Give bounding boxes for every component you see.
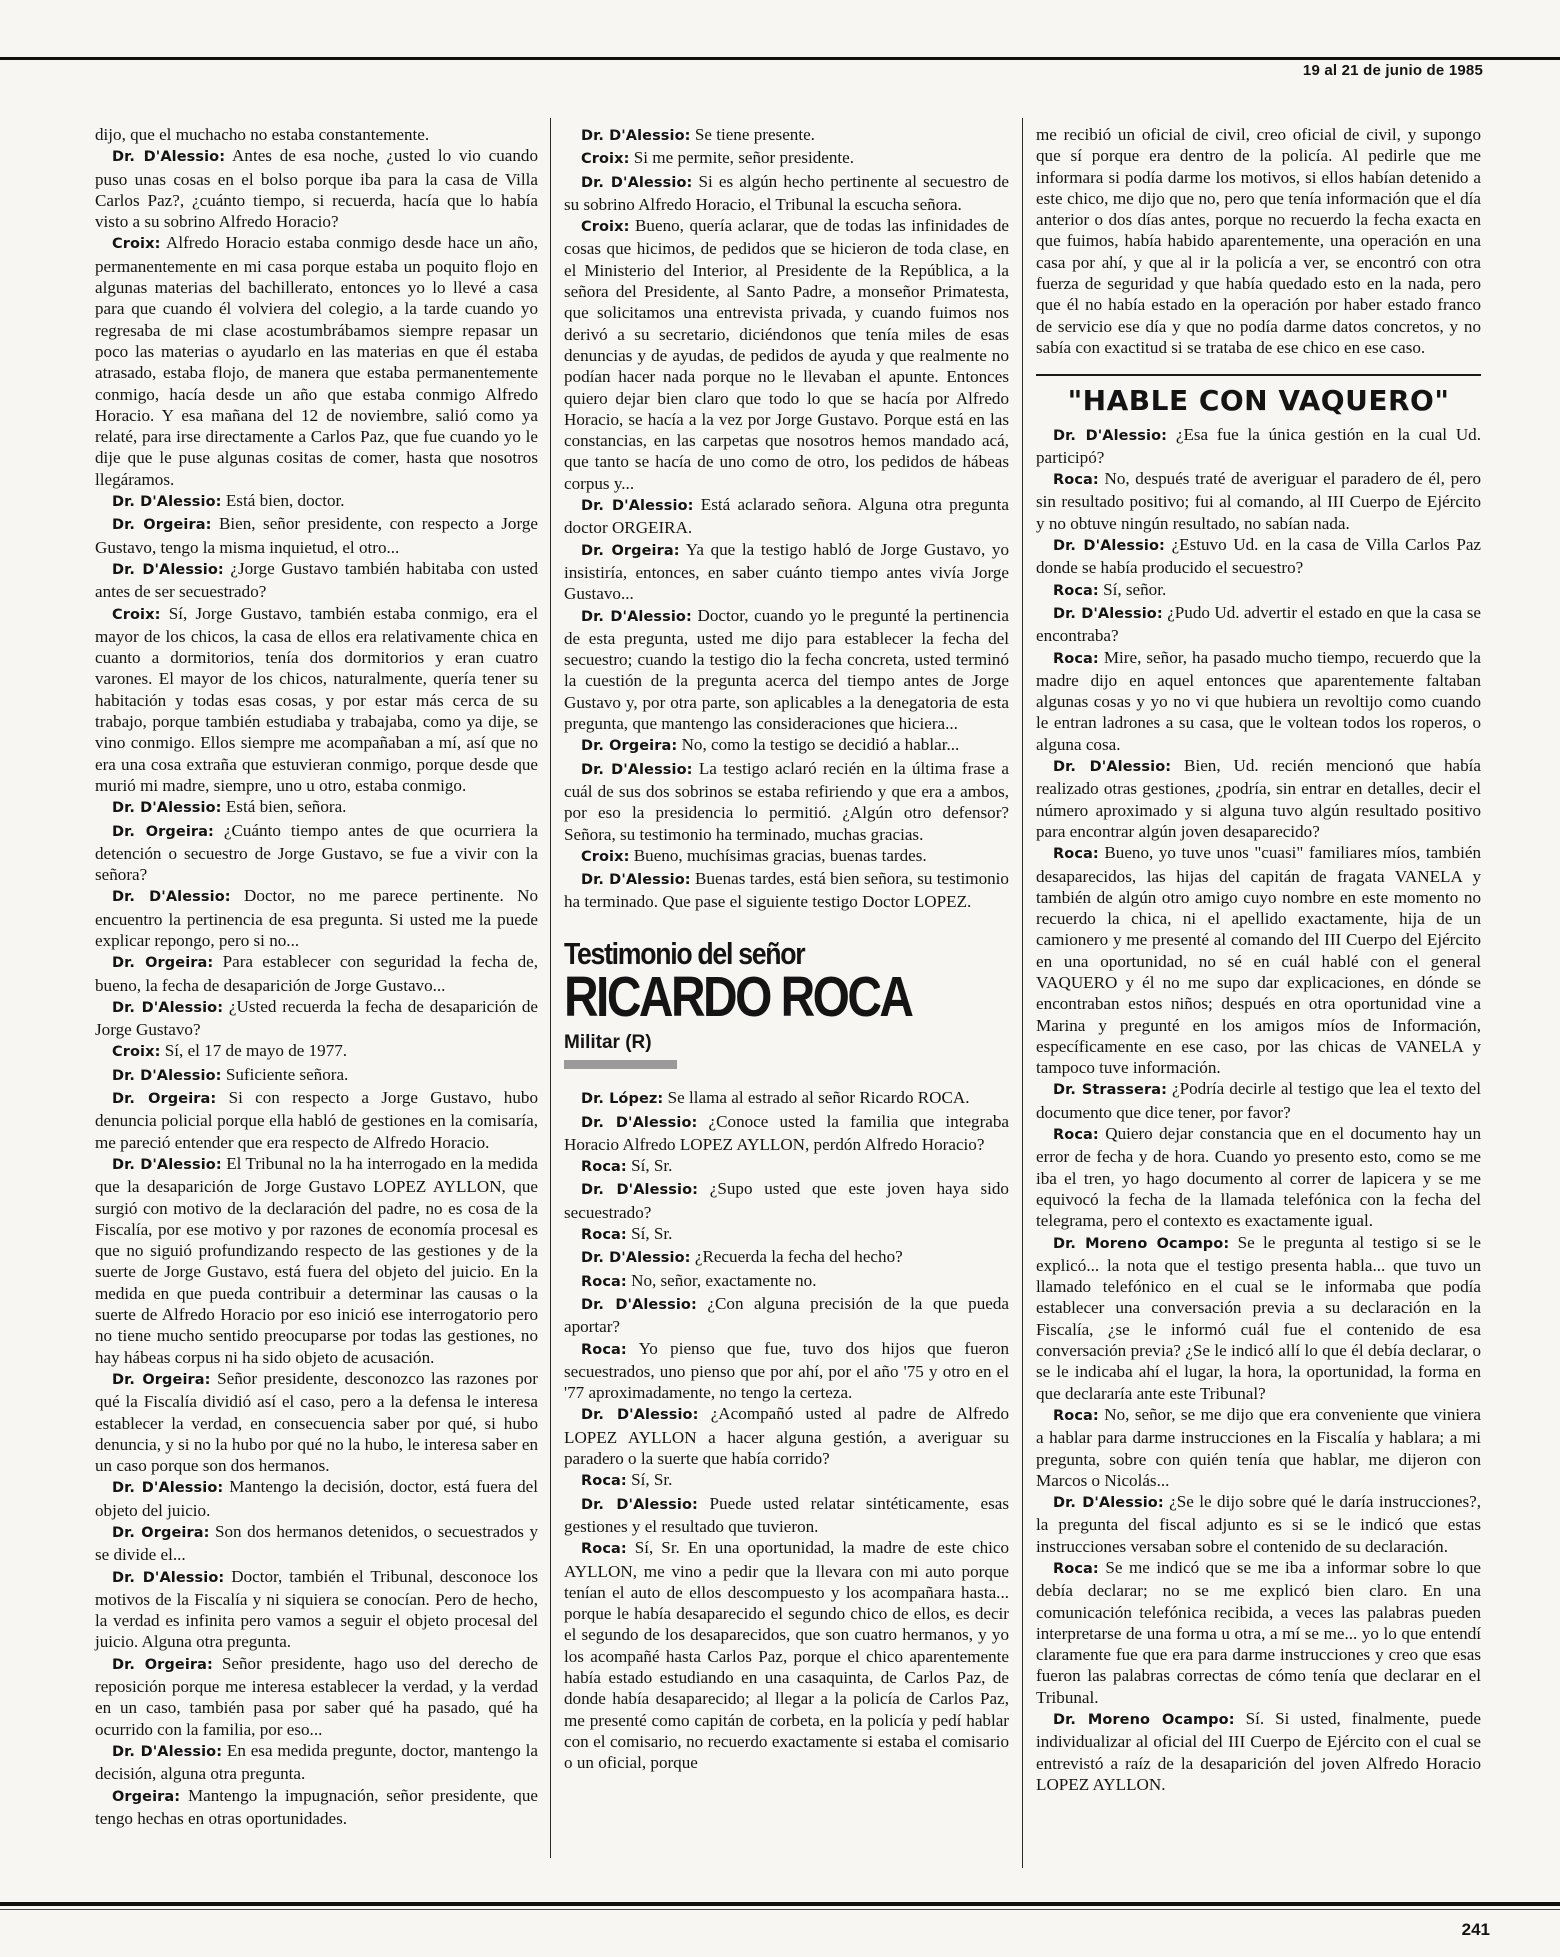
transcript-roca-cont [1036,124,1481,358]
speaker-label: Roca: [1053,846,1099,863]
speech-text: Sí, Sr. En una oportunidad, la madre de este chico AYLLON, me vino a pedir que la llevara con mi auto porque tenían el auto de ellos descompuesto y los acompañara hasta... porque le había desaparecido el segundo chico de ellos, es decir el segundo de los desaparecidos, que son cuatro hermanos, y yo los acompañé hasta Carlos Paz, porque el chico aparentemente había estado estudiando en una casaquinta, de Carlos Paz, de donde había desaparecido; al llegar a la policía de Carlos Paz, me presenté como capitán de corbeta, en la policía y pedí hablar con el comisario, no recuerdo exactamente si estaba el comisario o un oficial, porque [564,1538,1009,1773]
speech-text: Mantengo la decisión, doctor, está fuera del objeto del juicio. [95,1477,538,1520]
speech-text: Sí, señor. [1103,579,1167,599]
transcript-paragraph [564,215,1009,494]
speaker-label: Dr. D'Alessio: [112,561,224,578]
transcript-paragraph [95,1368,538,1476]
transcript-paragraph [1036,1708,1481,1795]
speech-text: Se me indicó que se me iba a informar sobre lo que debía declarar; no se me explicó bien claro. En una comunicación telefónica recibida, a veces las palabras pueden interpretarse de una forma u otra, a mí se me... yo lo que entendí claramente fue que era para darme instrucciones y creo que esas fueron las palabras correctas de cómo tenía que declarar en el Tribunal. [1036,1558,1481,1707]
speaker-label: Dr. D'Alessio: [112,494,222,511]
speech-text: Está aclarado señora. Alguna otra pregunta doctor ORGEIRA. [564,495,1009,538]
speaker-label: Dr. D'Alessio: [581,174,693,191]
transcript-paragraph [564,1087,1009,1110]
transcript-paragraph [1036,124,1481,358]
speaker-label: Dr. Orgeira: [112,517,212,534]
transcript-paragraph [564,1293,1009,1338]
speech-text: No, después traté de averiguar el paradero de él, pero sin resultado positivo; fui al comando, al III Cuerpo de Ejército y no obtuve ningún resultado, no sabían nada. [1036,469,1481,533]
speech-text: ¿Cuánto tiempo antes de que ocurriera la detención o secuestro de Jorge Gustavo, se fue a vivir con la señora? [95,820,538,885]
speaker-label: Dr. D'Alessio: [581,872,691,889]
testimony-kicker: Testimonio del señor [564,935,805,971]
speech-text: Se le pregunta al testigo si se le explicó... la nota que el testigo presenta habla... que tuvo un llamado telefónico en el cual se le informaba que podía establecer una conversación previa a su declaración en la Fiscalía, ¿se le informó cuál fue el contenido de esa conversación previa? ¿Se le indicó allí lo que él debía declarar, o se le indicaba ahí el lugar, la hora, la oportunidad, la forma en que declararía ante este Tribunal? [1036,1232,1481,1403]
speech-text: dijo, que el muchacho no estaba constantemente. [95,125,430,144]
section-rule [1036,374,1481,376]
transcript-paragraph [1036,755,1481,842]
speaker-label: Croix: [112,236,161,253]
issue-date: 19 al 21 de junio de 1985 [1302,62,1483,79]
speech-text: ¿Supo usted que este joven haya sido secuestrado? [564,1179,1009,1222]
heading-bar [564,1060,677,1069]
transcript-paragraph [1036,579,1481,602]
transcript-paragraph [1036,1557,1481,1708]
speaker-label: Dr. Orgeira: [112,1371,211,1388]
speech-text: Son dos hermanos detenidos, o secuestrados y se divide el... [95,1522,538,1565]
speaker-label: Dr. D'Alessio: [581,761,693,778]
speaker-label: Croix: [581,151,630,168]
speaker-label: Dr. Orgeira: [581,738,678,755]
transcript-paragraph [564,1338,1009,1404]
speech-text: Doctor, cuando yo le pregunté la pertinencia de esta pregunta, usted me dijo para establecer la fecha del secuestro; cuando la testigo dio la fecha concreta, usted terminó la cuestión de la pregunta acerca del tiempo antes de Jorge Gustavo y, por otra parte, son aplicables a la denegatoria de esta pregunta, que mantengo las consideraciones que hiciera... [564,605,1010,734]
speech-text: Sí, Sr. [631,1470,673,1490]
speech-text: Puede usted relatar sintéticamente, esas gestiones y el resultado que tuvieron. [564,1493,1009,1536]
speech-text: Si es algún hecho pertinente al secuestro de su sobrino Alfredo Horacio, el Tribunal la escucha señora. [564,171,1009,214]
speaker-label: Dr. Strassera: [1053,1082,1167,1099]
speech-text: Se tiene presente. [694,125,815,144]
transcript-paragraph [95,1153,538,1368]
transcript-paragraph [95,1653,538,1740]
speaker-label: Roca: [1053,472,1099,489]
speech-text: Está bien, doctor. [225,491,345,511]
speaker-label: Roca: [1053,1561,1099,1577]
transcript-paragraph [1036,424,1481,469]
testimony-heading [564,935,1009,1070]
bottom-rule-thin [0,1909,1560,1910]
speaker-label: Dr. D'Alessio: [112,1743,223,1760]
speech-text: ¿Jorge Gustavo también habitaba con usted antes de ser secuestrado? [95,558,538,602]
transcript-croix-end [564,124,1009,913]
speech-text: Señor presidente, desconozco las razones por qué la Fiscalía dividió así el caso, pero a la defensa le interesa establecer la verdad, en consecuencia saber por qué, si hubo denuncia, y si no la hubo por qué no la hubo, le interesa saber en un caso porque son dos hermanos. [95,1368,538,1476]
transcript-paragraph [95,820,538,886]
speech-text: Se llama al estrado al señor Ricardo ROCA. [667,1088,970,1108]
transcript-paragraph [564,124,1009,147]
speech-text: Antes de esa noche, ¿usted lo vio cuando puso unas cosas en el bolso porque iba para la casa de Villa Carlos Paz?, ¿cuánto tiempo, si recuerda, hacía que lo había visto a su sobrino Alfredo Horacio? [95,146,538,232]
speaker-label: Roca: [581,1541,627,1558]
transcript-paragraph [95,996,538,1041]
speech-text: ¿Esa fue la única gestión en la cual Ud. participó? [1036,424,1481,467]
speaker-label: Dr. López: [581,1091,664,1108]
speaker-label: Dr. Orgeira: [112,1091,217,1108]
speaker-label: Dr. D'Alessio: [112,999,224,1016]
speech-text: ¿Estuvo Ud. en la casa de Villa Carlos Paz donde se había producido el secuestro? [1036,535,1482,578]
speaker-label: Roca: [581,1473,627,1490]
transcript-paragraph [1036,602,1481,647]
speaker-label: Dr. D'Alessio: [581,1296,697,1313]
speech-text: El Tribunal no la ha interrogado en la medida que la desaparición de Jorge Gustavo LOPEZ AYLLON, que surgió con motivo de la declaración del padre, no es cosa de la Fiscalía, por ese motivo y por razones de economía procesal es que no siguió profundizando respecto de las gestiones y de la suerte de Jorge Gustavo, está fuera del objeto del juicio. En la medida en que pueda contribuir a determinar las causas o la suerte de Alfredo Horacio por eso inició ese interrogatorio pero no tiene mucho sentido preocuparse por todas las gestiones, no hay hábeas corpus ni ha sido objeto de acusación. [95,1153,539,1367]
transcript-paragraph [564,1223,1009,1246]
top-rule [0,57,1560,60]
speaker-label: Roca: [581,1273,627,1290]
transcript-paragraph [95,885,538,951]
transcript-paragraph [564,845,1009,868]
transcript-paragraph [1036,468,1481,534]
speaker-label: Dr. D'Alessio: [112,889,231,906]
bottom-rule [0,1902,1560,1906]
speech-text: Buenas tardes, está bien señora, su testimonio ha terminado. Que pase el siguiente testigo Doctor LOPEZ. [564,869,1009,912]
speaker-label: Croix: [112,1044,161,1061]
speech-text: No, señor, se me dijo que era conveniente que viniera a hablar para darme instrucciones en la Fiscalía y hablara; a mi pregunta, sobre con quién tenía que hablar, me dijeron con Marcos o Nicolás... [1036,1404,1481,1490]
speaker-label: Roca: [1053,582,1099,599]
speech-text: ¿Podría decirle al testigo que lea el texto del documento que dice tener, por favor? [1036,1079,1481,1122]
speech-text: La testigo aclaró recién en la última frase a cuál de sus dos sobrinos se estaba refiriendo y que era a ambos, por eso la presidencia lo permitió. ¿Algún otro defensor? Señora, su testimonio ha terminado, muchas gracias. [564,758,1009,844]
transcript-paragraph [564,1155,1009,1178]
speaker-label: Dr. D'Alessio: [112,1067,222,1084]
speaker-label: Roca: [1053,1127,1099,1144]
transcript-paragraph [95,603,538,797]
speaker-label: Dr. D'Alessio: [112,1480,224,1497]
speaker-label: Dr. Orgeira: [112,1525,210,1541]
text-column-3 [1036,124,1481,1795]
speech-text: Si con respecto a Jorge Gustavo, hubo denuncia policial porque ella habló de gestiones en la comisaría, me pareció entender que era respecto de Alfredo Horacio. [95,1088,538,1152]
speech-text: ¿Con alguna precisión de la que pueda aportar? [564,1293,1009,1337]
page-number: 241 [1461,1920,1490,1939]
transcript-paragraph [95,124,538,145]
speech-text: En esa medida pregunte, doctor, mantengo la decisión, alguna otra pregunta. [95,1740,538,1784]
speech-text: No, señor, exactamente no. [631,1270,817,1290]
witness-rank: Militar (R) [564,1031,652,1053]
speech-text: Bien, señor presidente, con respecto a Jorge Gustavo, tengo la misma inquietud, el otro... [95,514,538,557]
speech-text: Bueno, muchísimas gracias, buenas tardes. [633,845,927,865]
transcript-paragraph [95,1064,538,1087]
transcript-paragraph [1036,534,1481,579]
speaker-label: Dr. D'Alessio: [581,1250,691,1267]
speech-text: Bueno, yo tuve unos "cuasi" familiares míos, también desaparecidos, las hijas del capitán de fragata VANELA y también de algún otro amigo cuyo nombre en este momento no recuerdo la chica, ni el apellido exactamente, hija de un camionero y me presenté al comando del III Cuerpo del Ejército en una oportunidad, no sé en cuál hablé con el general VAQUERO y él no me supo dar explicaciones, en dónde se encontraban estos niños; después en otra oportunidad vine a Marina y pregunté en los amigos míos de Información, específicamente en ese caso, por las chicas de VANELA y tampoco tuve información. [1036,843,1481,1078]
column-divider [1022,118,1023,1868]
transcript-roca-start [564,1087,1009,1773]
speech-text: ¿Pudo Ud. advertir el estado en que la casa se encontraba? [1036,602,1481,646]
speaker-label: Dr. D'Alessio: [581,1407,699,1424]
transcript-paragraph [95,1566,538,1653]
transcript-paragraph [1036,1404,1481,1491]
speaker-label: Dr. D'Alessio: [581,1114,698,1131]
text-column-1 [95,124,538,1829]
speaker-label: Croix: [112,606,161,623]
speech-text: Doctor, también el Tribunal, desconoce los motivos de la Fiscalía y ni siquiera se conocían. Pero de hecho, la verdad es infinita pero vamos a seguir el objeto procesal del juicio. Alguna otra pregunta. [95,1566,538,1652]
speaker-label: Roca: [581,1227,627,1244]
transcript-paragraph [564,147,1009,170]
transcript-paragraph [564,1493,1009,1538]
speaker-label: Dr. D'Alessio: [1053,759,1172,776]
speaker-label: Dr. Orgeira: [581,542,680,559]
transcript-paragraph [564,171,1009,216]
speaker-label: Roca: [581,1159,627,1176]
speaker-label: Dr. D'Alessio: [112,149,226,166]
speaker-label: Dr. D'Alessio: [112,1569,225,1586]
transcript-paragraph [1036,647,1481,755]
speech-text: Sí, Jorge Gustavo, también estaba conmigo, era el mayor de los chicos, la casa de ellos era relativamente chica en cuanto a dormitorios, tenía dos dormitorios y eran cuatro varones. El mayor de los chicos, naturalmente, quería tener su habitación y todas esas cosas, y por estar más cerca de su trabajo, porque también estudiaba y trabajaba, como ya dije, se vino conmigo. Ellos siempre me acompañaban a mí, así que no era una cosa extraña que estuvieran conmigo, porque desde que murió mi madre, siempre, uno u otro, estaba conmigo. [95,603,538,795]
speech-text: ¿Usted recuerda la fecha de desaparición de Jorge Gustavo? [95,996,539,1040]
speaker-label: Dr. D'Alessio: [112,1156,222,1173]
speech-text: Está bien, señora. [225,797,347,817]
transcript-paragraph [1036,1123,1481,1231]
transcript-paragraph [1036,842,1481,1078]
transcript-paragraph [1036,1232,1481,1404]
transcript-paragraph [564,868,1009,913]
speech-text: Para establecer con seguridad la fecha de, bueno, la fecha de desaparición de Jorge Gustavo... [95,952,539,995]
transcript-paragraph [95,1087,538,1153]
transcript-paragraph [95,1740,538,1785]
speech-text: Si me permite, señor presidente. [633,148,855,168]
transcript-paragraph [95,513,538,558]
speaker-label: Dr. D'Alessio: [581,1182,699,1199]
speech-text: Mire, señor, ha pasado mucho tiempo, recuerdo que la madre dijo en aquel entonces que aparentemente faltaban algunas cosas y yo no vi que hubiera un revoltijo como cuando le entran ladrones a su casa, que le voltean todos los roperos, o alguna cosa. [1036,647,1481,754]
speaker-label: Dr. Moreno Ocampo: [1053,1235,1230,1252]
speaker-label: Dr. D'Alessio: [1053,427,1168,444]
speech-text: Yo pienso que fue, tuvo dos hijos que fueron secuestrados, uno pienso que por ahí, por el año '75 y otro en el '77 aproximadamente, no tengo la certeza. [564,1338,1010,1403]
transcript-paragraph [564,1178,1009,1223]
transcript-paragraph [564,1246,1009,1269]
speech-text: Quiero dejar constancia que en el documento hay un error de fecha y de hora. Cuando yo presento esto, como se me iba el tren, yo hago documento al correr de lapicera y se me equivocó la fecha de la llamada telefónica con la fecha del telegrama, pero el contexto es exactamente igual. [1036,1124,1481,1231]
speech-text: me recibió un oficial de civil, creo oficial de civil, y supongo que sí porque era dentro de la policía. Al pedirle que me informara si podía darme los motivos, si ellos habían detenido a este chico, me dijo que no, pero que tenía información que el día anterior o dos días antes, porque no recuerdo la fecha exacta en que fuimos, había habido aparentemente, una operación en una casa por ahí, y que al ir la policía a ver, se encontró con otra fuerza de seguridad y que había quedado esto en la nada, pero que él no había estado en la operación por haber estado franco de servicio ese día y que no podía darme datos concretos, y no sabía con exactitud si se trataba de ese chico en ese caso. [1036,125,1481,357]
speech-text: ¿Se le dijo sobre qué le daría instrucciones?, la pregunta del fiscal adjunto es si se le indicó que estas instrucciones versaban sobre el contenido de su declaración. [1036,1492,1481,1556]
speaker-label: Dr. D'Alessio: [112,800,222,817]
speech-text: Mantengo la impugnación, señor presidente, que tengo hechas en otras oportunidades. [95,1785,538,1828]
speech-text: ¿Recuerda la fecha del hecho? [694,1247,903,1267]
transcript-paragraph [564,1403,1009,1469]
speech-text: Alfredo Horacio estaba conmigo desde hace un año, permanentemente en mi casa porque estaba un poquito flojo en algunas materias del bachillerato, entonces yo lo llevé a casa para que cuando él volviera del colegio, a la tarde cuando yo regresaba de mi clase acostumbrábamos siempre repasar un poco las materias o ayudarlo en las materias en que él estaba atrasado, estaba flojo, de manera que estaba permanentemente conmigo, hacía desde un año que estaba conmigo Alfredo Horacio. Y esa mañana del 12 de noviembre, salió como ya relaté, para irse directamente a Carlos Paz, que fue cuando yo le dije que le puse algunas cositas de comer, hasta que nosotros llegáramos. [95,233,538,489]
speaker-label: Dr. D'Alessio: [1053,605,1163,622]
speaker-label: Dr. Orgeira: [112,1656,213,1673]
speech-text: Sí, el 17 de mayo de 1977. [164,1041,348,1061]
speech-text: ¿Conoce usted la familia que integraba Horacio Alfredo LOPEZ AYLLON, perdón Alfredo Horacio? [564,1111,1010,1154]
transcript-paragraph [564,1537,1009,1773]
speech-text: Bueno, quería aclarar, que de todas las infinidades de cosas que hicimos, de pedidos que se hicieron de toda clase, en el Ministerio del Interior, al Presidente de la República, a la señora del Presidente, al Santo Padre, a monseñor Primatesta, que solicitamos una entrevista privada, y cuando fuimos nos derivó a su secretario, diciéndonos que tenía miles de esas denuncias y de ayudas, de pedidos de ayuda y que realmente no podían hacer nada porque no le llevaban el apunte. Entonces quiero dejar bien claro que todo lo que se hacía por Alfredo Horacio, se hacía a la vez por Jorge Gustavo. Porque está en las constancias, en las carpetas que nosotros hemos mandado acá, que tanto se hacía de uno como de otro, los pedidos de hábeas corpus y... [564,216,1009,493]
speech-text: No, como la testigo se decidió a hablar... [681,735,960,755]
speaker-label: Dr. D'Alessio: [1053,538,1165,555]
speech-text: Suficiente señora. [225,1064,349,1084]
transcript-paragraph [564,734,1009,757]
transcript-paragraph [95,1476,538,1521]
transcript-paragraph [564,758,1009,845]
speech-text: Sí, Sr. [631,1224,673,1244]
transcript-paragraph [1036,1491,1481,1557]
speech-text: Sí, Sr. [631,1156,673,1176]
speaker-label: Dr. D'Alessio: [581,128,691,144]
transcript-paragraph [95,1785,538,1830]
transcript-paragraph [564,494,1009,539]
transcript-paragraph [95,232,538,490]
transcript-paragraph [1036,1078,1481,1123]
column-divider [550,118,551,1858]
speech-text: Sí. Si usted, finalmente, puede individualizar al oficial del III Cuerpo de Ejército con el cual se entrevistó a raíz de la desaparición del joven Alfredo Horacio LOPEZ AYLLON. [1036,1709,1482,1794]
speech-text: ¿Acompañó usted al padre de Alfredo LOPEZ AYLLON a hacer alguna gestión, a averiguar su paradero o la suerte que había corrido? [564,1404,1009,1469]
speech-text: Doctor, no me parece pertinente. No encuentro la pertinencia de esa pregunta. Si usted me la puede explicar repongo, pero si no... [95,886,538,950]
transcript-paragraph [95,951,538,996]
transcript-paragraph [564,539,1009,605]
transcript-paragraph [95,1521,538,1566]
text-column-2 [564,124,1009,1773]
transcript-roca-vaquero [1036,424,1481,1796]
transcript-paragraph [564,1111,1009,1156]
speaker-label: Dr. Moreno Ocampo: [1053,1712,1235,1729]
speaker-label: Dr. Orgeira: [112,955,214,972]
transcript-paragraph [95,796,538,819]
speaker-label: Dr. Orgeira: [112,823,214,840]
speaker-label: Dr. D'Alessio: [581,1496,698,1513]
speech-text: Ya que la testigo habló de Jorge Gustavo, yo insistiría, entonces, en saber cuánto tiempo antes vivía Jorge Gustavo... [564,539,1009,604]
speaker-label: Croix: [581,848,630,865]
transcript-paragraph [564,1469,1009,1492]
speaker-label: Dr. D'Alessio: [581,498,694,515]
speaker-label: Dr. D'Alessio: [581,608,692,625]
speaker-label: Croix: [581,219,630,236]
speaker-label: Roca: [1053,650,1099,667]
speaker-label: Dr. D'Alessio: [1053,1495,1164,1512]
transcript-paragraph [564,605,1009,735]
transcript-paragraph [95,1040,538,1063]
speech-text: Señor presidente, hago uso del derecho de reposición porque me interesa establecer la verdad, y la verdad en un caso, también pasa por saber qué ha pasado, qué ha ocurrido con la familia, por eso... [95,1653,538,1739]
witness-name: RICARDO ROCA [564,964,912,1029]
speaker-label: Roca: [581,1341,627,1358]
speaker-label: Roca: [1053,1407,1099,1424]
speech-text: Bien, Ud. recién mencionó que había realizado otras gestiones, ¿podría, sin entrar en detalles, decir el número aproximado y si alguna tuvo algún resultado positivo para encontrar algún joven desaparecido? [1036,756,1481,841]
speaker-label: Orgeira: [112,1788,181,1805]
transcript-paragraph [95,145,538,232]
transcript-paragraph [95,558,538,603]
section-heading: "HABLE CON VAQUERO" [1067,384,1450,418]
transcript-paragraph [95,490,538,513]
transcript-paragraph [564,1270,1009,1293]
